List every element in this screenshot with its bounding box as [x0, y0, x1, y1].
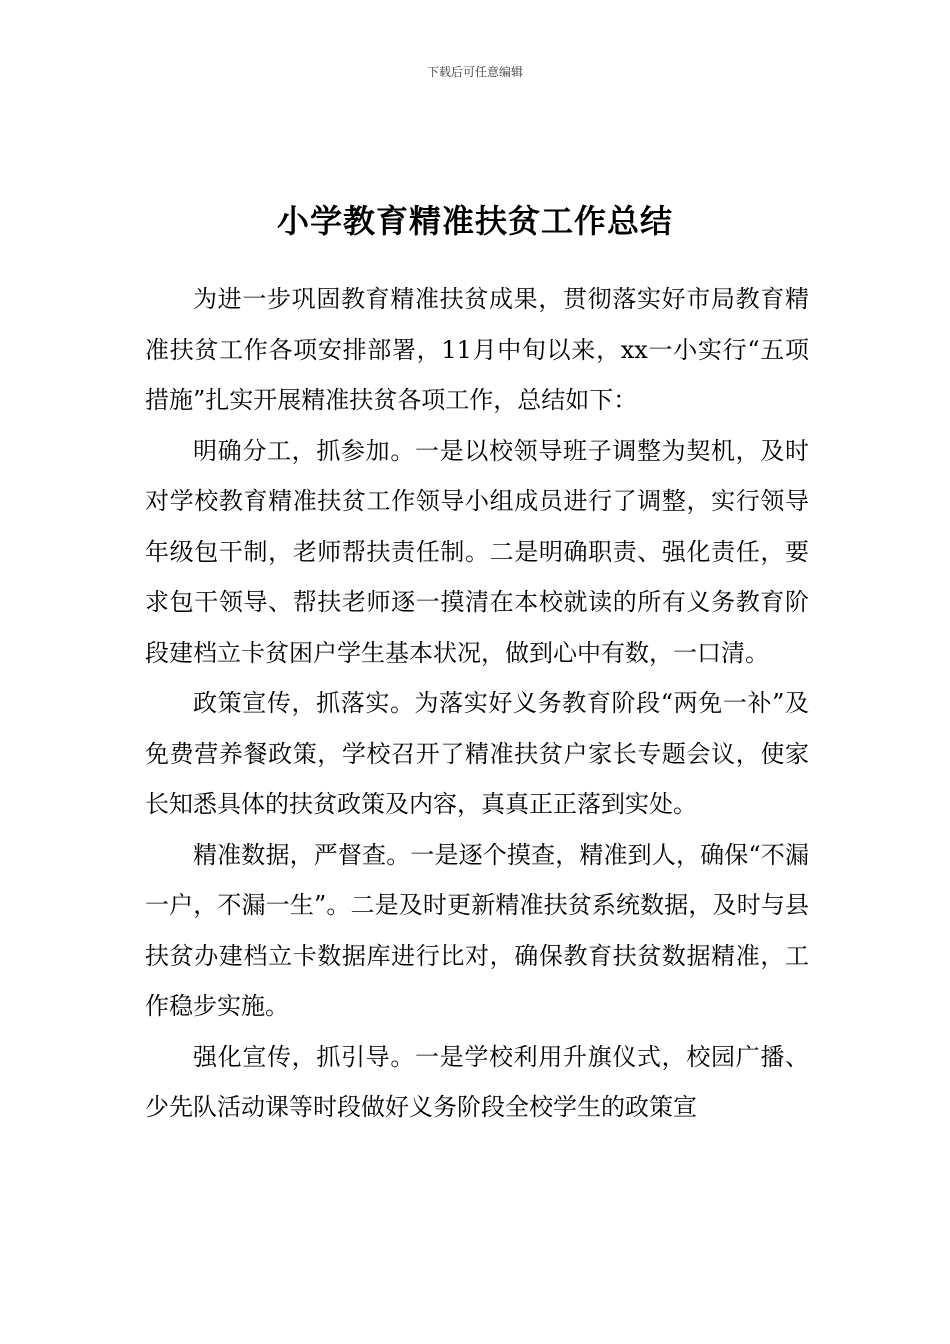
document-body [145, 274, 809, 1133]
paragraph-intro: 为进一步巩固教育精准扶贫成果，贯彻落实好市局教育精准扶贫工作各项安排部署，11月中旬以来，xx一小实行“五项措施”扎实开展精准扶贫各项工作，总结如下： [145, 285, 809, 414]
paragraph-precise-data: 精准数据，严督查。一是逐个摸查，精准到人，确保“不漏一户，不漏一生”。二是及时更新精准扶贫系统数据，及时与县扶贫办建档立卡数据库进行比对，确保教育扶贫数据精准，工作稳步实施。 [145, 840, 809, 1020]
paragraph-strengthen-publicity: 强化宣传，抓引导。一是学校利用升旗仪式，校园广播、少先队活动课等时段做好义务阶段全校学生的政策宣 [145, 1042, 809, 1121]
document-title: 小学教育精准扶贫工作总结 [276, 202, 673, 241]
page-header-note: 下载后可任意编辑 [426, 65, 523, 79]
paragraph-division-of-labor: 明确分工，抓参加。一是以校领导班子调整为契机，及时对学校教育精准扶贫工作领导小组成员进行了调整，实行领导年级包干制，老师帮扶责任制。二是明确职责、强化责任，要求包干领导、帮扶老师逐一摸清在本校就读的所有义务教育阶段建档立卡贫困户学生基本状况，做到心中有数，一口清。 [145, 436, 809, 667]
paragraph-policy-publicity: 政策宣传，抓落实。为落实好义务教育阶段“两免一补”及免费营养餐政策，学校召开了精准扶贫户家长专题会议，使家长知悉具体的扶贫政策及内容，真真正正落到实处。 [145, 689, 809, 818]
